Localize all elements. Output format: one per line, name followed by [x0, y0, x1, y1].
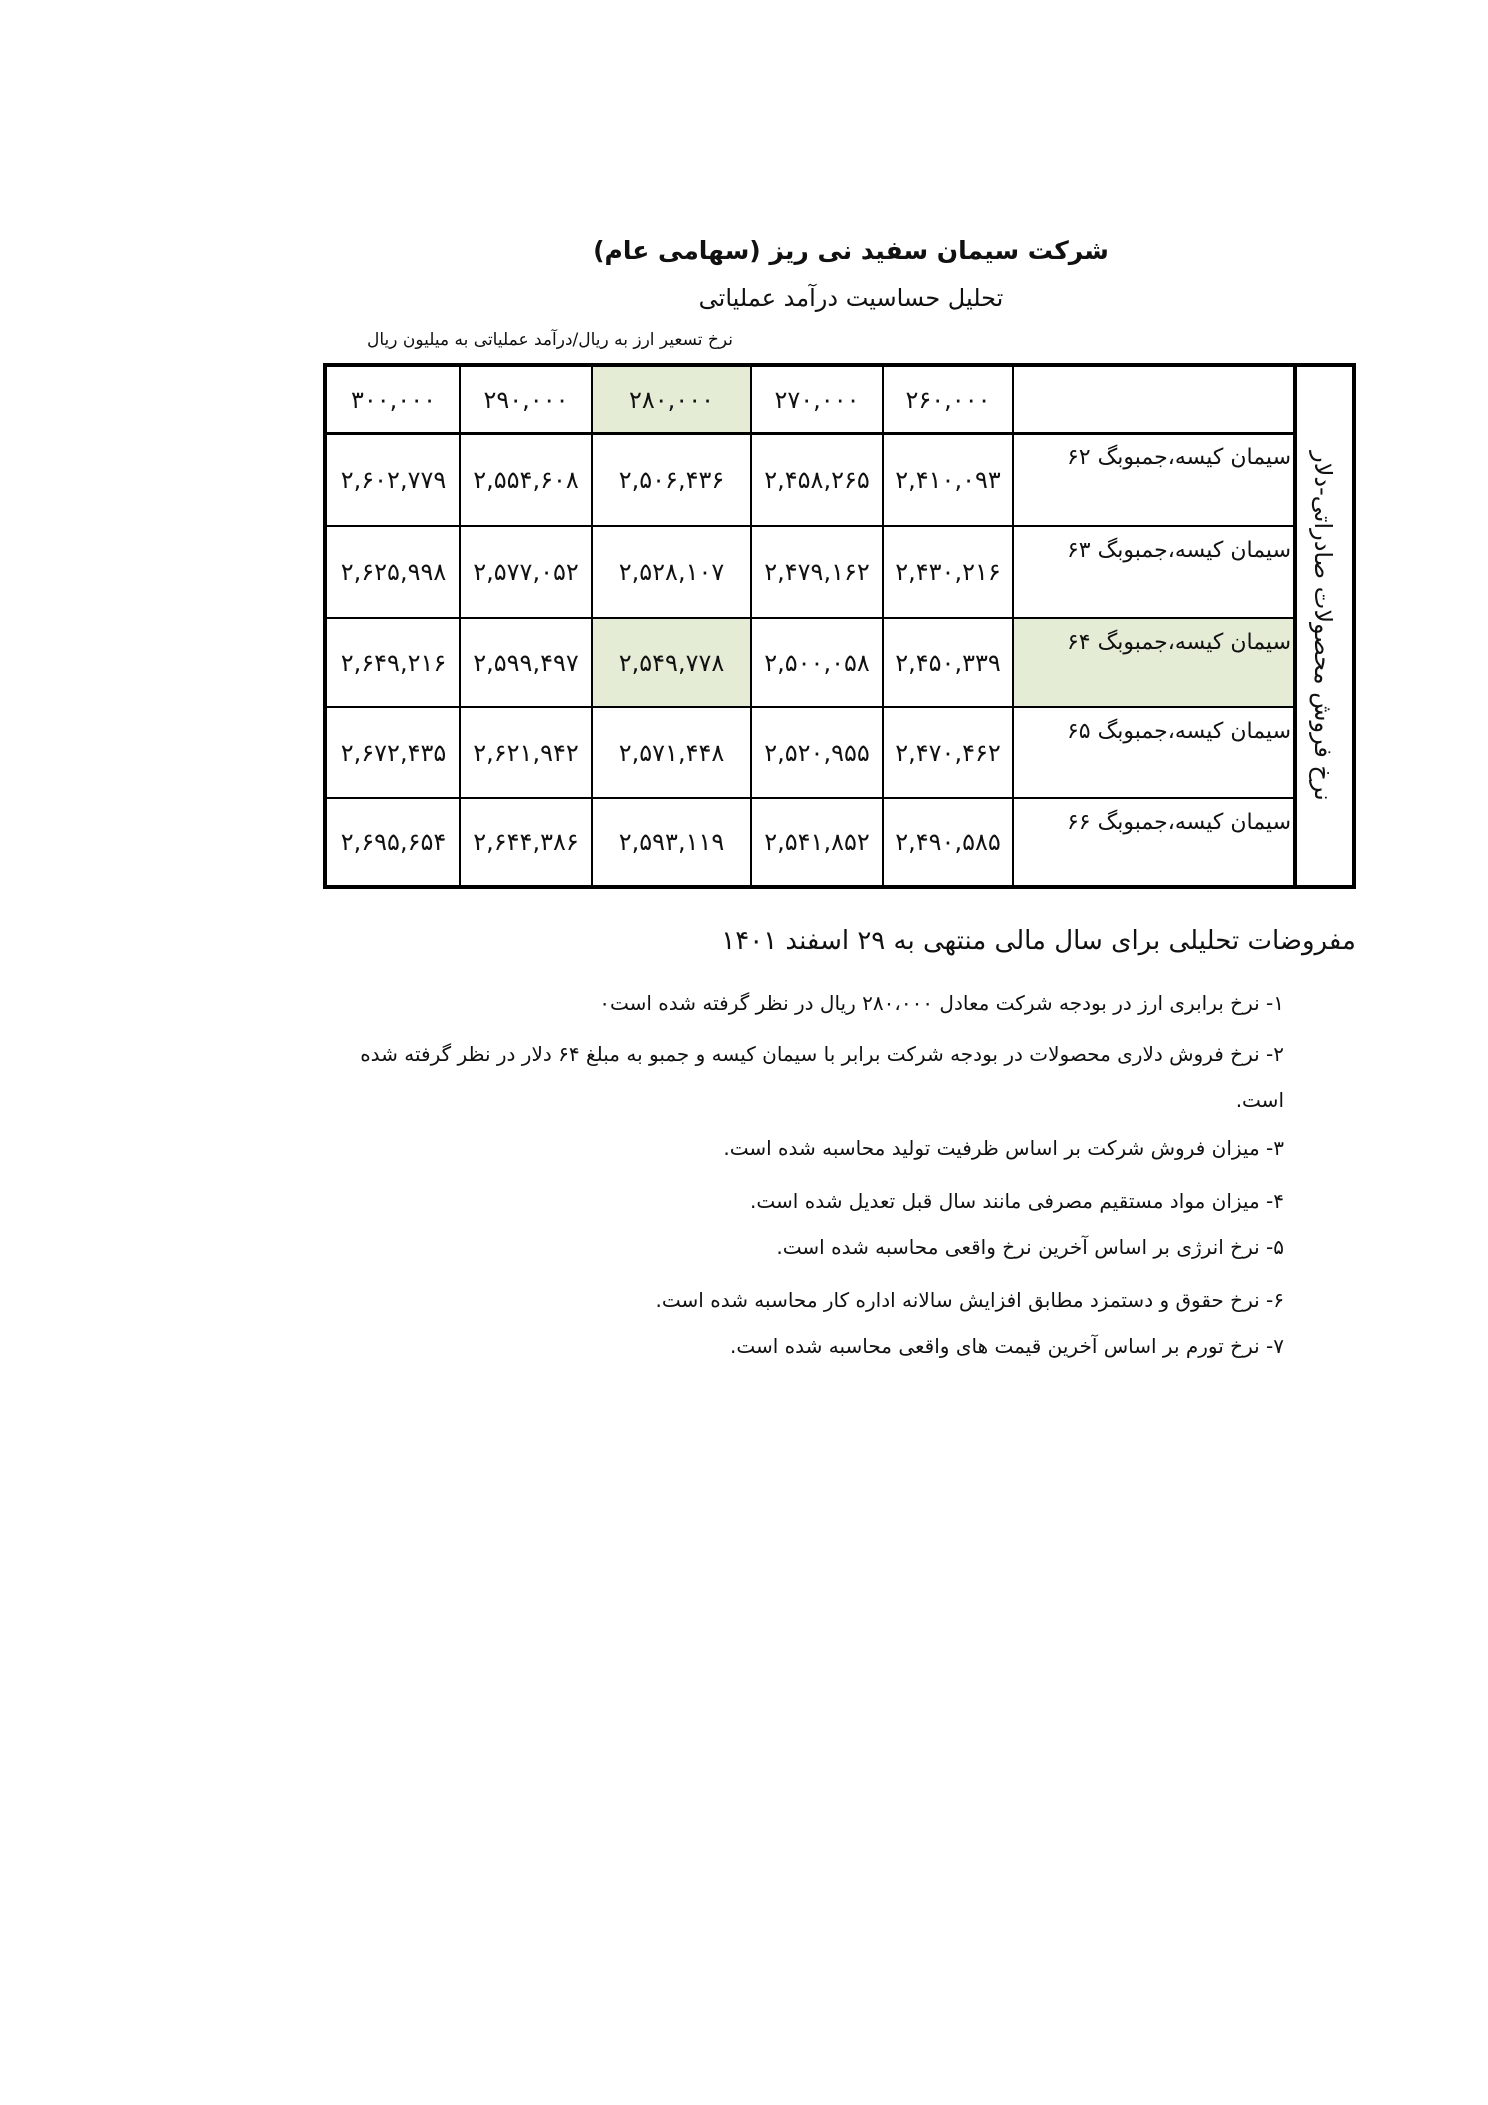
column-header-260000: ۲۶۰,۰۰۰	[905, 386, 991, 414]
table-cell: ۲,۵۲۰,۹۵۵	[764, 738, 870, 767]
grid-line	[591, 367, 593, 885]
table-cell: ۲,۵۵۴,۶۰۸	[473, 465, 579, 494]
table-cell: ۲,۵۷۱,۴۴۸	[618, 738, 725, 767]
assumptions-heading: مفروضات تحلیلی برای سال مالی منتهی به ۲۹ اسفند ۱۴۰۱	[721, 926, 1356, 956]
grid-line	[1012, 367, 1014, 885]
list-item: ۷- نرخ تورم بر اساس آخرین قیمت های واقعی محاسبه شده است.	[730, 1334, 1284, 1358]
list-item: ۱- نرخ برابری ارز در بودجه شرکت معادل ۲۸۰،۰۰۰ ریال در نظر گرفته شده است۰	[599, 991, 1284, 1015]
table-cell: ۲,۶۷۲,۴۳۵	[340, 738, 447, 767]
table-cell: ۲,۵۴۱,۸۵۲	[764, 827, 870, 856]
vertical-label-text: نرخ فروش محصولات صادراتی-دلار	[1309, 451, 1337, 801]
table-cell: ۲,۵۹۹,۴۹۷	[473, 648, 579, 677]
table-cell: ۲,۵۴۹,۷۷۸	[618, 648, 725, 677]
table-cell: ۲,۴۷۰,۴۶۲	[895, 738, 1001, 767]
table-cell: ۲,۶۹۵,۶۵۴	[340, 827, 447, 856]
grid-line	[750, 367, 752, 885]
row-label-65: سیمان کیسه،جمبوبگ ۶۵	[1066, 719, 1291, 744]
grid-line	[882, 367, 884, 885]
row-label-66: سیمان کیسه،جمبوبگ ۶۶	[1066, 810, 1291, 835]
document-subtitle: تحلیل حساسیت درآمد عملیاتی	[698, 284, 1004, 312]
sensitivity-table	[323, 363, 1356, 889]
column-header-270000: ۲۷۰,۰۰۰	[774, 386, 860, 414]
list-item: ۶- نرخ حقوق و دستمزد مطابق افزایش سالانه اداره کار محاسبه شده است.	[655, 1288, 1284, 1312]
table-cell: ۲,۵۰۶,۴۳۶	[618, 465, 725, 494]
table-cell: ۲,۶۴۹,۲۱۶	[340, 648, 447, 677]
unit-note: نرخ تسعیر ارز به ریال/درآمد عملیاتی به میلیون ریال	[366, 330, 734, 350]
document-title: شرکت سیمان سفید نی ریز (سهامی عام)	[593, 236, 1109, 265]
grid-line	[327, 797, 1294, 799]
table-cell: ۲,۵۷۷,۰۵۲	[473, 558, 579, 586]
column-header-290000: ۲۹۰,۰۰۰	[483, 386, 569, 414]
vertical-axis-label	[1294, 363, 1352, 889]
table-cell: ۲,۴۹۰,۵۸۵	[895, 827, 1001, 856]
list-item: ۳- میزان فروش شرکت بر اساس ظرفیت تولید محاسبه شده است.	[723, 1136, 1284, 1160]
grid-line	[459, 367, 461, 885]
table-cell: ۲,۶۲۵,۹۹۸	[340, 558, 447, 586]
grid-line	[327, 617, 1294, 619]
list-item: ۲- نرخ فروش دلاری محصولات در بودجه شرکت برابر با سیمان کیسه و جمبو به مبلغ ۶۴ دلار در نظر گرفته شده است.	[360, 1042, 1284, 1112]
row-label-64: سیمان کیسه،جمبوبگ ۶۴	[1066, 630, 1291, 655]
table-cell: ۲,۴۱۰,۰۹۳	[895, 465, 1001, 494]
column-header-280000: ۲۸۰,۰۰۰	[629, 386, 714, 414]
table-cell: ۲,۶۰۲,۷۷۹	[340, 465, 447, 494]
grid-line	[327, 706, 1294, 708]
table-cell: ۲,۴۳۰,۲۱۶	[895, 558, 1001, 586]
list-item: ۴- میزان مواد مستقیم مصرفی مانند سال قبل تعدیل شده است.	[750, 1189, 1284, 1213]
row-label-63: سیمان کیسه،جمبوبگ ۶۳	[1066, 538, 1291, 563]
assumptions-section	[360, 926, 1356, 1358]
row-label-62: سیمان کیسه،جمبوبگ ۶۲	[1066, 445, 1291, 470]
table-cell: ۲,۴۷۹,۱۶۲	[764, 558, 870, 586]
list-item: ۵- نرخ انرژی بر اساس آخرین نرخ واقعی محاسبه شده است.	[776, 1235, 1284, 1259]
table-cell: ۲,۵۰۰,۰۵۸	[764, 648, 870, 677]
table-cell: ۲,۴۵۰,۳۳۹	[895, 648, 1001, 677]
table-cell: ۲,۵۲۸,۱۰۷	[618, 558, 725, 586]
grid-line	[327, 432, 1294, 435]
table-cell: ۲,۵۹۳,۱۱۹	[618, 827, 725, 856]
table-cell: ۲,۴۵۸,۲۶۵	[764, 465, 870, 494]
table-cell: ۲,۶۲۱,۹۴۲	[473, 738, 579, 767]
column-header-300000: ۳۰۰,۰۰۰	[351, 386, 436, 414]
grid-line	[327, 525, 1294, 527]
table-cell: ۲,۶۴۴,۳۸۶	[473, 827, 579, 856]
